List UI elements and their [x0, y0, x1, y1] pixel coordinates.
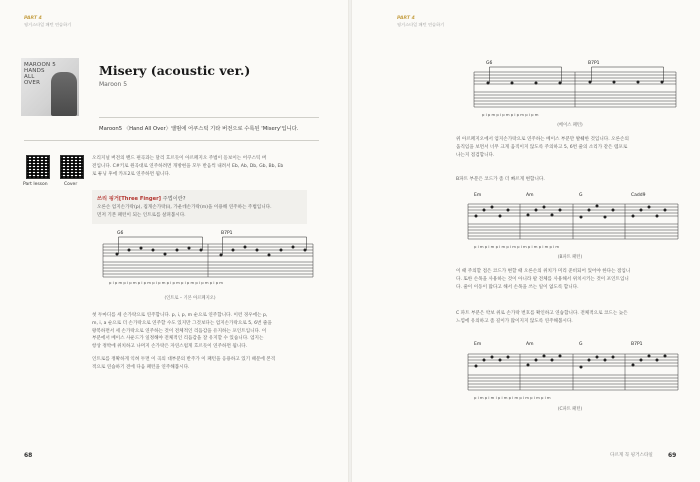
- part-lesson-qr-code[interactable]: [26, 155, 50, 179]
- b-part-tab-caption: (B파트 패턴): [557, 255, 583, 260]
- info-box-line: 오른손 엄지손가락(p), 집게손가락(i), 가운데손가락(m)을 이용해 연주하는 주법입니다.: [97, 205, 272, 210]
- body-line: m, i, a 순으로 더 손가락으로 연주할 수도 있지만 그것보다는 엄지손가락으로 5, 6번 줄을: [92, 320, 272, 326]
- body-paragraph-right-4: [456, 310, 682, 326]
- chord-label-cadd9: Cadd9: [631, 193, 646, 198]
- body-line: 움직임을 보면서 너무 크게 움직이지 않도록 주의하고 5, 6번 줄의 소리가 같은 템포로: [456, 144, 628, 150]
- body-paragraph-right-3: [456, 268, 682, 291]
- body-paragraph-right-2: B파트 부분은 코드가 좀 더 빠르게 변합니다.: [456, 177, 545, 182]
- chord-label-am: Am: [526, 342, 534, 347]
- body-paragraph-left: [92, 312, 318, 372]
- intro-line: 오리지널 버전의 밴드 편곡과는 달리 흐르듯이 아르페지오 주법이 돋보이는 어쿠스틱 버: [92, 156, 267, 161]
- chord-label-em: Em: [474, 342, 482, 347]
- body-line: 인트로를 정확하게 익혀 두면 이 곡의 대부분의 반주가 이 패턴을 응용하고 있기 때문에 본격: [92, 356, 276, 362]
- footer-book-title: 다르게 꼭 핑거스타일: [610, 453, 653, 458]
- chord-label-em: Em: [474, 193, 482, 198]
- album-name-3: OVER: [24, 80, 41, 86]
- chord-label-b7: B7P1: [221, 231, 233, 236]
- picking-pattern: p i m p i m i p i m p i m p i m p i m p i m: [474, 395, 551, 400]
- c-part-tab-staff: [460, 338, 682, 404]
- chord-label-g: G: [579, 193, 583, 198]
- section-divider: [24, 140, 319, 141]
- body-line: C 파트 부분은 약보 위로 손가락 번호를 확인하고 연습합니다. 전체적으로 코드는 늦은: [456, 311, 628, 316]
- album-cover: [21, 58, 79, 116]
- body-line: 왕복하면서 세 손가락으로 연주하는 것이 전체적인 리듬감을 유지하는 포인트입니다. 이: [92, 328, 267, 334]
- b-part-tab-staff: [460, 190, 682, 252]
- picking-pattern: p i p m p i p m p i p m p i p m p i p m p i p m p i p m p i p m: [109, 280, 224, 285]
- header-subtitle: 핑거스타일 패턴 연습하기: [397, 22, 445, 27]
- intro-tab-staff: [95, 228, 317, 286]
- picking-pattern: p i p m p i p m p i p m p i p m: [482, 112, 539, 117]
- header-part-label: PART 4: [24, 16, 42, 21]
- cover-label: Cover: [64, 182, 78, 187]
- bass-tab-caption: (베이스 패턴): [557, 123, 583, 128]
- running-header-left: [24, 15, 71, 28]
- chord-label-am: Am: [526, 193, 534, 198]
- body-line: 이 때 주의할 점은 코드가 변할 때 오른손의 위치가 미리 준비되어 있어야 한다는 점입니: [456, 269, 631, 274]
- body-line: 첫 두마디를 세 손가락으로 연주합니다. p, i, p, m 순으로 연주합니다. 이런 경우에는 p,: [92, 313, 268, 318]
- intro-line: 로 튜닝 후에 카포2로 연주하면 됩니다.: [92, 171, 171, 177]
- info-box-title-suffix: 주법이란?: [161, 196, 186, 202]
- page-number-right: 69: [668, 452, 677, 459]
- chord-label-b7: B7P1: [631, 342, 643, 347]
- body-line: 항상 정박에 위치하고 나머지 손가락은 자연스럽게 흐르듯이 연주하면 됩니다.: [92, 344, 248, 350]
- song-title: Misery (acoustic ver.): [99, 63, 251, 78]
- body-paragraph-right-1: [456, 136, 682, 159]
- chord-label-g6: G6: [117, 231, 124, 236]
- body-line: 부분에서 베이스 사운드가 일정해야 전체적인 리듬감을 잘 유지할 수 있습니다. 엄지는: [92, 336, 264, 342]
- intro-paragraph: [92, 155, 317, 178]
- intro-line: 전입니다. C#키로 원곡대로 연주하려면 개방현을 모두 반음씩 내려서 Eb, Ab, Db, Gb, Bb, Eb: [92, 163, 284, 169]
- chord-label-g6: G6: [486, 61, 493, 66]
- c-part-tab-caption: (C파트 패턴): [557, 407, 583, 412]
- body-line: 나는지 점검합니다.: [456, 152, 495, 158]
- body-line: 다. 또한 손목을 사용하는 것이 아니라 팔 전체를 사용해서 위치시키는 것이 포인트입니: [456, 276, 629, 282]
- title-divider: [99, 117, 319, 118]
- page-number-left: 68: [24, 452, 33, 459]
- album-name-1: HANDS: [24, 68, 45, 74]
- header-part-label: PART 4: [397, 16, 415, 21]
- bass-tab-staff: [468, 58, 680, 120]
- header-subtitle: 핑거스타일 패턴 연습하기: [24, 22, 72, 27]
- body-line: 다. 줄이 이동이 많다고 해서 손목을 쓰는 일이 없도록 합니다.: [456, 284, 579, 290]
- part-lesson-label: Part lesson: [23, 182, 48, 187]
- album-name-2: ALL: [24, 74, 35, 80]
- album-band: MAROON 5: [24, 62, 56, 68]
- info-box-title-text: 쓰리 핑거[Three Finger]: [97, 196, 162, 202]
- body-line: 느낌에 유의하고 좀 길이가 많이지지 않도록 연주해봅시다.: [456, 318, 573, 324]
- book-spine: [348, 0, 352, 482]
- song-source: Maroon5 〈Hand All Over〉앨범에 어쿠스틱 기타 버전으로 수록된 'Misery'입니다.: [99, 126, 299, 132]
- info-box-title: [97, 195, 185, 202]
- intro-tab-caption: (인트로 – 기본 아르페지오): [164, 296, 216, 301]
- body-line: 적으로 연습하기 전에 다음 패턴을 연주해봅시다.: [92, 364, 190, 370]
- cover-qr-code[interactable]: [60, 155, 84, 179]
- picking-pattern: p i m p i m p i m p i m p i m p i m p i m p i m: [474, 244, 560, 249]
- song-artist: Maroon 5: [99, 81, 128, 88]
- body-line: 위 아르페지오에서 엄지손가락으로 연주하는 베이스 부분만 발췌한 것입니다. 오른손의: [456, 137, 629, 142]
- chord-label-g: G: [579, 342, 583, 347]
- running-header-right: [397, 15, 444, 28]
- info-box-line: 먼저 기본 패턴이 되는 인트로를 살펴봅시다.: [97, 213, 186, 218]
- album-figure: [51, 72, 77, 116]
- chord-label-b7: B7P1: [588, 61, 600, 66]
